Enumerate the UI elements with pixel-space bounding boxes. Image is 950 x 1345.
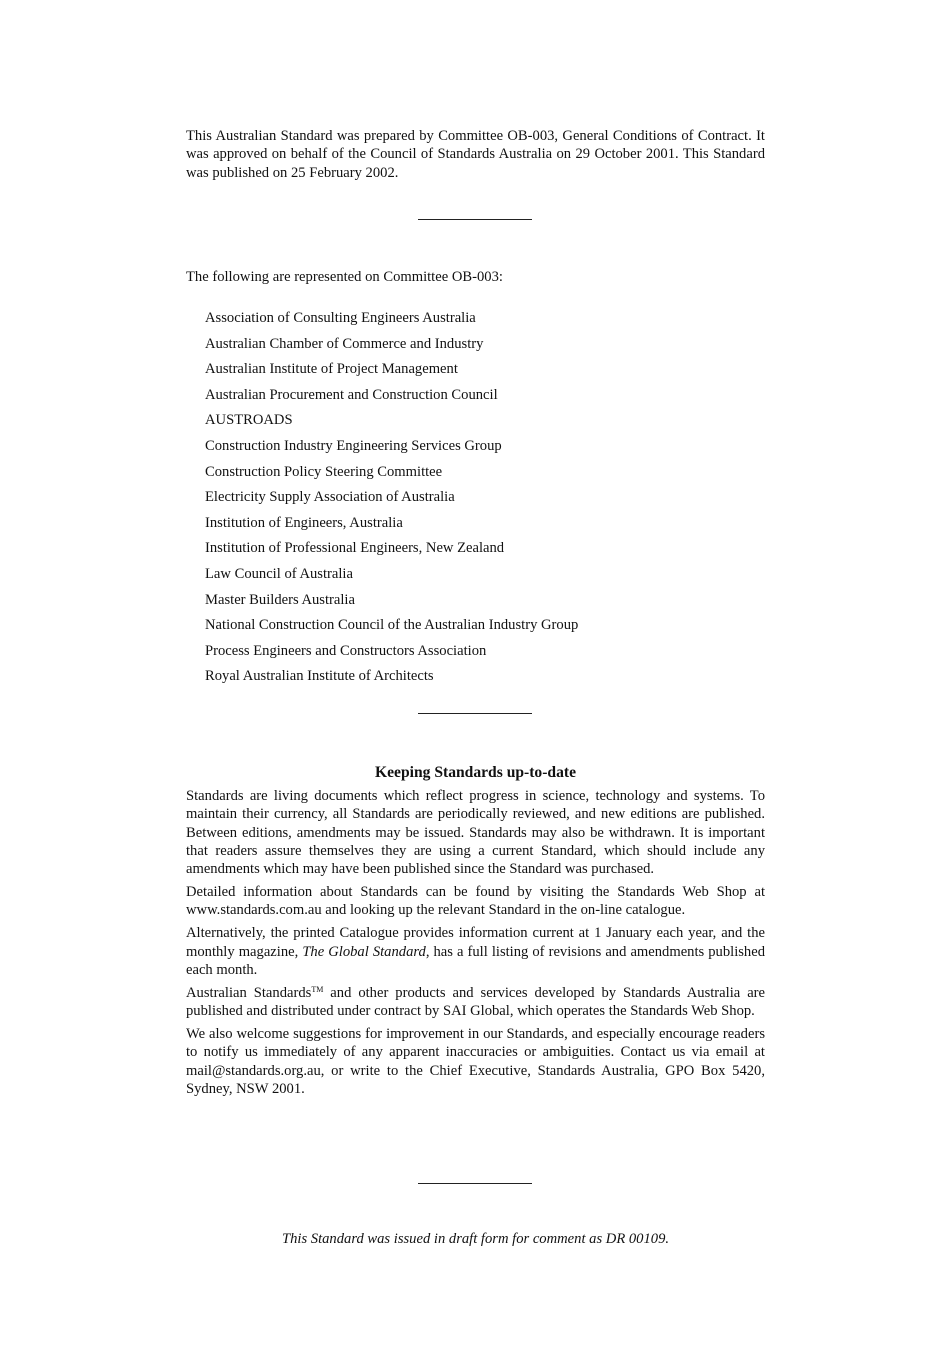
committee-member: Construction Policy Steering Committee [205,463,443,480]
section-divider [418,1183,532,1184]
committee-member: Law Council of Australia [205,565,353,582]
committee-member: Process Engineers and Constructors Association [205,642,487,659]
paragraph-text: Alternatively, the printed Catalogue provides information current at 1 January each year, and the monthly magazine, [186,925,765,960]
keeping-standards-heading: Keeping Standards up-to-date [374,764,576,781]
keeping-paragraph-2: Detailed information about Standards can be found by visiting the Standards Web Shop at www.standards.com.au and looking up the relevant Standard in the on-line catalogue. [186,884,765,919]
section-divider [418,219,532,220]
committee-member: Australian Procurement and Construction Council [205,386,498,403]
keeping-paragraph-5: We also welcome suggestions for improvement in our Standards, and especially encourage readers to notify us immediately of any apparent inaccuracies or ambiguities. Contact us via email at mail@standards.org.au, or write to the Chief Executive, Standards Australia, GPO Box 5420, Sydney, NSW 2001. [186,1025,765,1097]
keeping-standards-body [186,787,765,1103]
committee-member: Construction Industry Engineering Services Group [205,437,502,454]
committee-member: AUSTROADS [205,412,293,429]
magazine-title: The Global Standard [302,943,426,960]
committee-heading: The following are represented on Committee OB-003: [186,269,503,285]
committee-member: Australian Chamber of Commerce and Industry [205,335,484,352]
committee-member: Institution of Engineers, Australia [205,514,403,531]
committee-member-list [205,308,578,692]
committee-member: Institution of Professional Engineers, New Zealand [205,540,505,557]
trademark-mark: TM [311,984,324,994]
paragraph-text: Australian Standards [186,984,312,1001]
keeping-paragraph-3 [186,924,765,979]
paragraph-text: , has a full listing of revisions and amendments published each month. [186,943,765,978]
keeping-paragraph-4 [186,984,765,1021]
committee-member: Association of Consulting Engineers Australia [205,310,476,326]
intro-paragraph: This Australian Standard was prepared by Committee OB-003, General Conditions of Contract. It was approved on behalf of the Council of Standards Australia on 29 October 2001. This Standard was published on 25 February 2002. [186,128,765,181]
paragraph-text: and other products and services developed by Standards Australia are published and distributed under contract by SAI Global, which operates the Standards Web Shop. [186,984,766,1020]
draft-note: This Standard was issued in draft form for comment as DR 00109. [281,1231,670,1247]
committee-member: National Construction Council of the Australian Industry Group [205,617,579,634]
section-divider [418,713,532,714]
committee-member: Master Builders Australia [205,591,355,608]
keeping-paragraph-1: Standards are living documents which reflect progress in science, technology and systems. To maintain their currency, all Standards are periodically reviewed, and new editions are published. Between editions, amendments may be issued. Standards may also be withdrawn. It is important that readers assure themselves they are using a current Standard, which should include any amendments which may have been published since the Standard was purchased. [186,788,765,878]
committee-member: Australian Institute of Project Management [205,361,458,378]
committee-member: Royal Australian Institute of Architects [205,668,434,685]
committee-member: Electricity Supply Association of Australia [205,489,455,506]
